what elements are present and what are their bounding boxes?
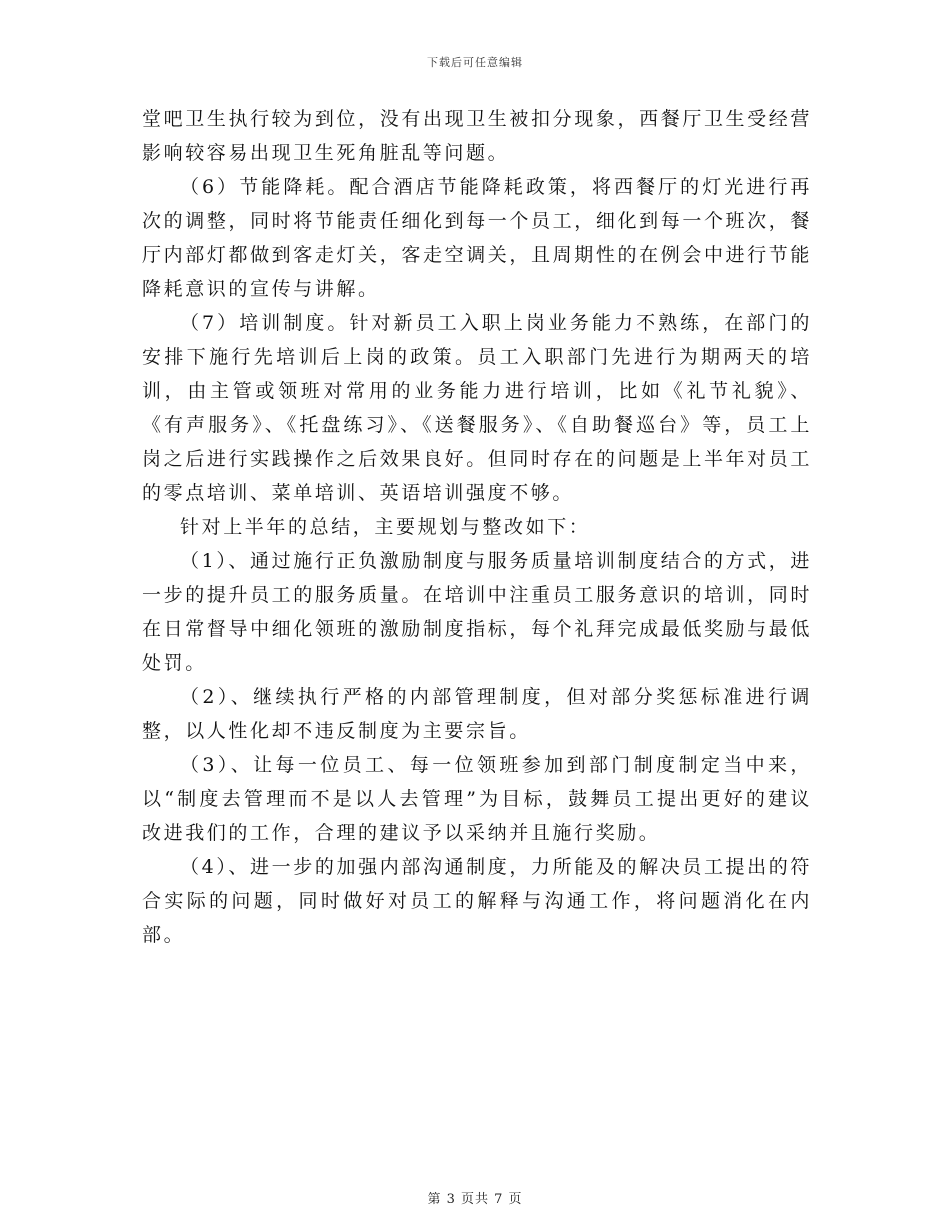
paragraph-continuation: 堂吧卫生执行较为到位，没有出现卫生被扣分现象，西餐厅卫生受经营影响较容易出现卫生死角脏乱等问题。 <box>142 108 812 164</box>
paragraph-training-system: （7）培训制度。针对新员工入职上岗业务能力不熟练，在部门的安排下施行先培训后上岗的政策。员工入职部门先进行为期两天的培训，由主管或领班对常用的业务能力进行培训，比如《礼节礼貌》、《有声服务》、《托盘练习》、《送餐服务》、《自助餐巡台》等，员工上岗之后进行实践操作之后效果良好。但同时存在的问题是上半年对员工的零点培训、菜单培训、英语培训强度不够。 <box>142 312 812 504</box>
page-number: 第 3 页共 7 页 <box>427 1192 523 1207</box>
paragraph-plan-item-3: （3）、让每一位员工、每一位领班参加到部门制度制定当中来，以“制度去管理而不是以人去管理”为目标，鼓舞员工提出更好的建议改进我们的工作，合理的建议予以采纳并且施行奖励。 <box>142 754 812 844</box>
page-header: 下载后可任意编辑 <box>427 56 523 69</box>
paragraph-plan-item-1: （1）、通过施行正负激励制度与服务质量培训制度结合的方式，进一步的提升员工的服务质量。在培训中注重员工服务意识的培训，同时在日常督导中细化领班的激励制度指标，每个礼拜完成最低奖励与最低处罚。 <box>142 550 812 674</box>
paragraph-plan-item-4: （4）、进一步的加强内部沟通制度，力所能及的解决员工提出的符合实际的问题，同时做好对员工的解释与沟通工作，将问题消化在内部。 <box>142 856 812 946</box>
paragraph-energy-saving: （6）节能降耗。配合酒店节能降耗政策，将西餐厅的灯光进行再次的调整，同时将节能责任细化到每一个员工，细化到每一个班次，餐厅内部灯都做到客走灯关，客走空调关，且周期性的在例会中进行节能降耗意识的宣传与讲解。 <box>142 176 812 300</box>
paragraph-plan-intro: 针对上半年的总结，主要规划与整改如下： <box>180 516 591 538</box>
paragraph-plan-item-2: （2）、继续执行严格的内部管理制度，但对部分奖惩标准进行调整，以人性化却不违反制度为主要宗旨。 <box>142 686 812 742</box>
document-body <box>142 102 812 952</box>
